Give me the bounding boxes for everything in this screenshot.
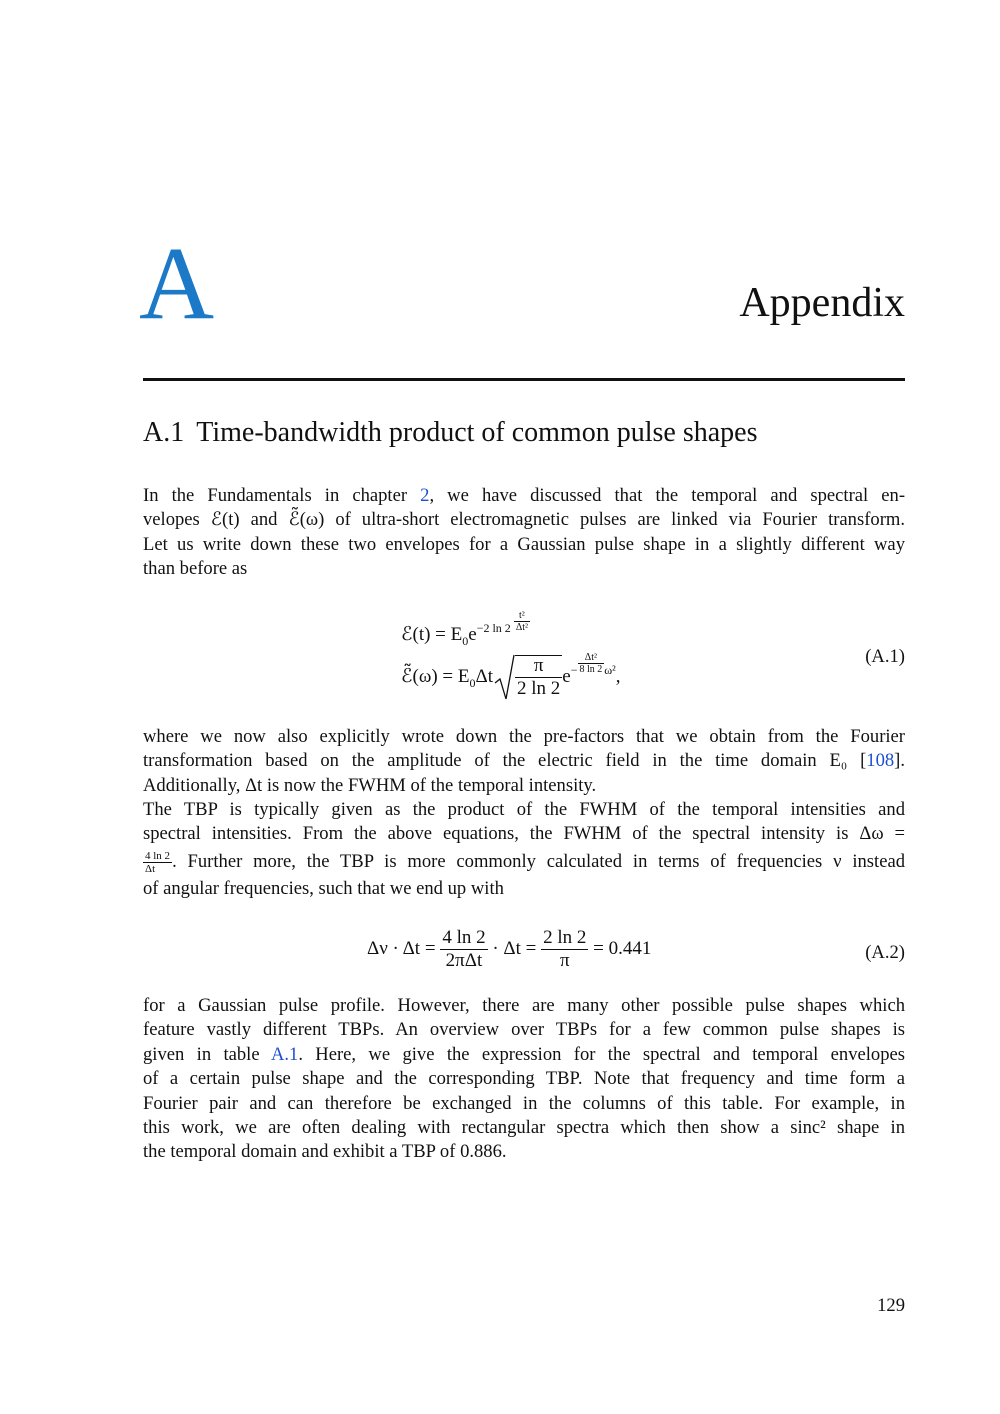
text-line: $\frac{4 \ln 2}{\Delta t}$ . Further more, the TBP is more commonly calculated in terms of frequencies ν instead	[145, 849, 905, 875]
sqrt-symbol	[493, 653, 515, 703]
page-number: 129	[877, 1295, 905, 1316]
chapter-title: Appendix	[739, 280, 905, 326]
text-line: Let us write down these two envelopes for a Gaussian pulse shape in a slightly different way	[143, 533, 905, 555]
text-line: where we now also explicitly wrote down the pre-factors that we obtain from the Fourier	[143, 726, 905, 747]
text-line: transformation based on the amplitude of the electric field in the time domain E₀ [108].	[143, 750, 905, 772]
equation-a2: Δν · Δt = $\frac{4 \ln 2}{\text{2πΔt}}$ · Δt = $\frac{2 \ln 2}{\pi}$ = 0.441	[367, 927, 652, 971]
text-line: this work, we are often dealing with rectangular spectra which then show a sinc² shape in	[143, 1117, 905, 1139]
chapter-link[interactable]: 2	[420, 485, 430, 506]
text-line: given in table A.1. Here, we give the expression for the spectral and temporal envelopes	[143, 1043, 906, 1065]
paragraph-pulse-shapes	[143, 994, 905, 1165]
text-line: velopes ℰ(t) and ℰ̃(ω) of ultra-short electromagnetic pulses are linked via Fourier transform.	[143, 509, 905, 531]
chapter-letter: A	[139, 226, 215, 341]
text-line: of angular frequencies, such that we end up with	[143, 877, 504, 899]
equation-number-a1: (A.1)	[865, 646, 905, 667]
section-title: Time-bandwidth product of common pulse shapes	[196, 417, 758, 448]
text-line: Additionally, Δt is now the FWHM of the temporal intensity.	[143, 774, 597, 796]
equation-a1-line2: ℰ̃(ω) = $E_0\Delta t$ $\frac{\pi}{2 \ln 2}$ $e^{- \frac{\text{Δt²}}{8 \ln 2} \omega^2}$,	[401, 652, 621, 703]
text-line: In the Fundamentals in chapter 2, we have discussed that the temporal and spectral en-	[143, 485, 906, 506]
text-line: the temporal domain and exhibit a TBP of 0.886.	[143, 1141, 507, 1163]
paragraph-prefactors	[143, 725, 905, 798]
page	[139, 0, 906, 1414]
text-line: spectral intensities. From the above equations, the FWHM of the spectral intensity is Δω =	[143, 823, 905, 845]
text-line: Fourier pair and can therefore be exchanged in the columns of this table. For example, in	[143, 1092, 905, 1114]
paragraph-tbp	[143, 798, 905, 901]
text-line: The TBP is typically given as the product of the FWHM of the temporal intensities and	[143, 799, 905, 820]
equation-a1-line1: ℰ(t) = $E_0e^{-2 ln 2 \frac{\text{t²}}{\text{Δt²}}}$	[401, 610, 529, 648]
text-line: feature vastly different TBPs. An overview over TBPs for a few common pulse shapes is	[143, 1019, 905, 1041]
text-line: of a certain pulse shape and the corresponding TBP. Note that frequency and time form a	[143, 1068, 905, 1090]
text-line: for a Gaussian pulse profile. However, there are many other possible pulse shapes which	[143, 995, 905, 1016]
paragraph-intro	[143, 484, 905, 582]
citation-link[interactable]: 108	[866, 750, 895, 772]
section-heading	[143, 418, 757, 449]
table-link[interactable]: A.1	[270, 1043, 299, 1065]
section-number: A.1	[143, 417, 185, 448]
equation-number-a2: (A.2)	[865, 942, 905, 963]
chapter-divider	[143, 378, 905, 381]
text-line: than before as	[143, 558, 248, 580]
